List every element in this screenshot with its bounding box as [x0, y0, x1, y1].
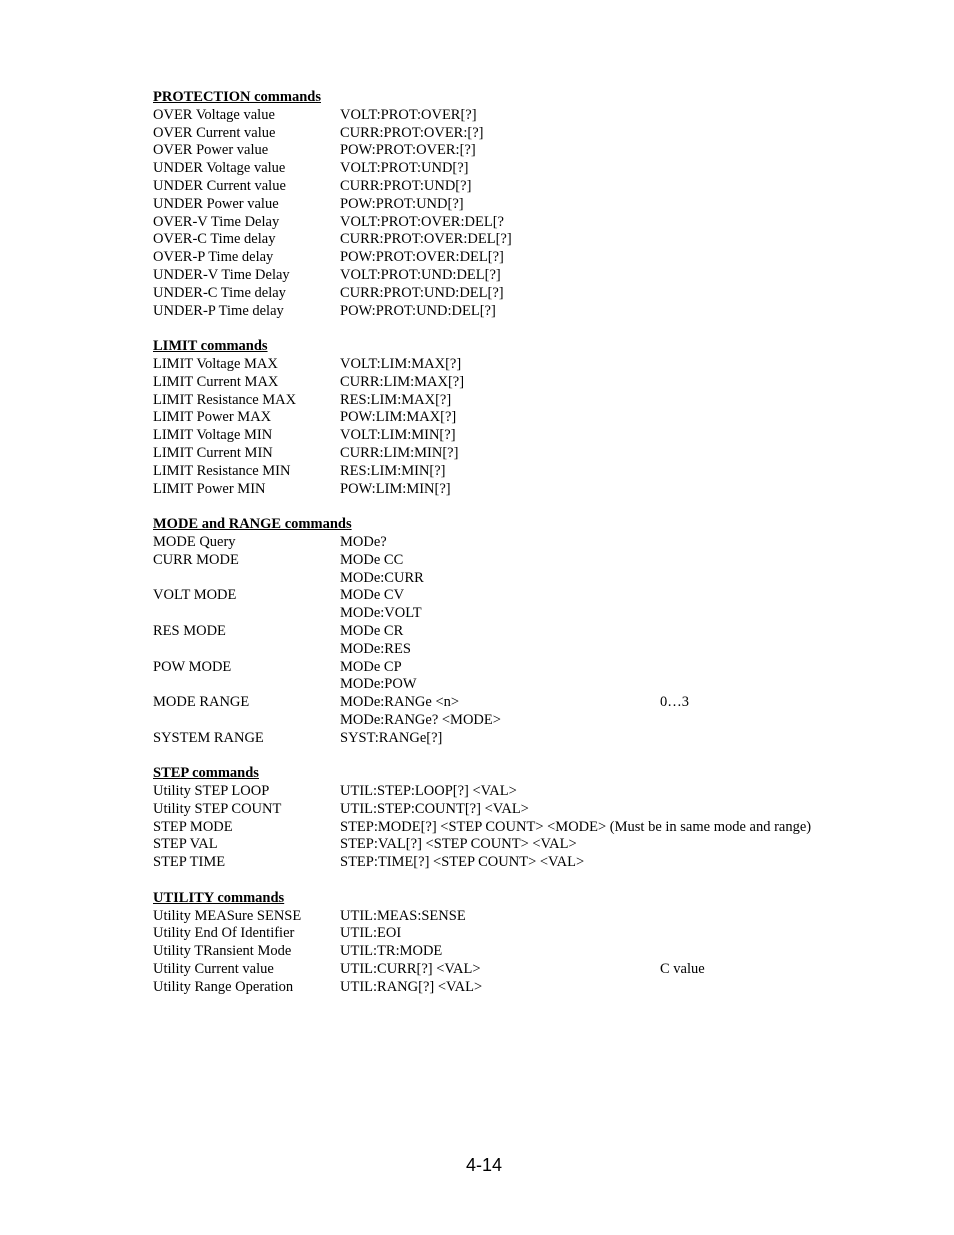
- command-description: RES MODE: [153, 622, 226, 639]
- command-row: [153, 854, 933, 872]
- command-description: UNDER Power value: [153, 195, 279, 212]
- command-syntax: POW:PROT:UND:DEL[?]: [340, 302, 496, 319]
- command-row: [153, 570, 933, 588]
- command-description: LIMIT Current MIN: [153, 444, 273, 461]
- command-syntax: VOLT:LIM:MIN[?]: [340, 427, 456, 444]
- command-syntax: UTIL:STEP:LOOP[?] <VAL>: [340, 783, 517, 800]
- section-protection: [153, 89, 933, 320]
- command-row: [153, 783, 933, 801]
- command-description: POW MODE: [153, 658, 232, 675]
- command-description: UNDER Voltage value: [153, 160, 286, 177]
- command-syntax: VOLT:PROT:UND[?]: [340, 160, 469, 177]
- command-description: Utility Range Operation: [153, 978, 294, 995]
- command-description: OVER-C Time delay: [153, 231, 276, 248]
- command-description: SYSTEM RANGE: [153, 729, 264, 746]
- section-title: MODE and RANGE commands: [153, 516, 352, 533]
- command-description: STEP VAL: [153, 836, 218, 853]
- command-row: [153, 694, 933, 712]
- command-row: [153, 979, 933, 997]
- section-title: UTILITY commands: [153, 889, 285, 906]
- command-row: [153, 908, 933, 926]
- command-syntax: POW:PROT:OVER:DEL[?]: [340, 249, 504, 266]
- command-row: [153, 463, 933, 481]
- command-row: [153, 125, 933, 143]
- command-row: [153, 356, 933, 374]
- command-syntax: CURR:PROT:OVER:[?]: [340, 124, 484, 141]
- command-syntax: STEP:TIME[?] <STEP COUNT> <VAL>: [340, 854, 585, 871]
- command-description: Utility Current value: [153, 961, 274, 978]
- command-description: STEP TIME: [153, 854, 226, 871]
- command-syntax: MODe:RES: [340, 640, 411, 657]
- command-description: MODE RANGE: [153, 694, 250, 711]
- command-row: [153, 285, 933, 303]
- command-description: LIMIT Resistance MAX: [153, 391, 297, 408]
- command-row: [153, 730, 933, 748]
- section-limit: [153, 338, 933, 498]
- command-description: OVER-V Time Delay: [153, 213, 280, 230]
- command-syntax: MODe CV: [340, 587, 405, 604]
- command-syntax: CURR:LIM:MIN[?]: [340, 444, 459, 461]
- command-row: [153, 961, 933, 979]
- command-syntax: POW:LIM:MIN[?]: [340, 480, 451, 497]
- command-syntax: SYST:RANGe[?]: [340, 729, 443, 746]
- command-description: Utility STEP LOOP: [153, 783, 270, 800]
- section-step: [153, 765, 933, 872]
- command-row: [153, 943, 933, 961]
- command-description: UNDER-P Time delay: [153, 302, 284, 319]
- command-row: [153, 712, 933, 730]
- command-syntax: POW:LIM:MAX[?]: [340, 409, 457, 426]
- command-row: [153, 659, 933, 677]
- command-row: [153, 303, 933, 321]
- command-syntax: MODe:RANGe <n>: [340, 694, 460, 711]
- command-syntax: POW:PROT:UND[?]: [340, 195, 464, 212]
- command-row: [153, 552, 933, 570]
- command-syntax: CURR:LIM:MAX[?]: [340, 373, 465, 390]
- command-syntax: VOLT:PROT:OVER:DEL[?: [340, 213, 504, 230]
- command-description: Utility End Of Identifier: [153, 925, 295, 942]
- command-row: [153, 445, 933, 463]
- command-row: [153, 641, 933, 659]
- command-description: LIMIT Voltage MAX: [153, 355, 278, 372]
- command-description: LIMIT Resistance MIN: [153, 462, 291, 479]
- command-row: [153, 214, 933, 232]
- command-description: OVER Current value: [153, 124, 276, 141]
- command-description: UNDER-V Time Delay: [153, 266, 290, 283]
- command-syntax: RES:LIM:MAX[?]: [340, 391, 452, 408]
- command-row: [153, 107, 933, 125]
- command-syntax: UTIL:EOI: [340, 925, 402, 942]
- command-description: OVER-P Time delay: [153, 249, 274, 266]
- command-syntax: UTIL:CURR[?] <VAL>: [340, 961, 481, 978]
- command-syntax: MODe:RANGe? <MODE>: [340, 711, 501, 728]
- command-reference-list: [153, 89, 933, 997]
- command-syntax: MODe?: [340, 533, 387, 550]
- section-utility: [153, 890, 933, 997]
- command-description: MODE Query: [153, 533, 236, 550]
- command-row: [153, 801, 933, 819]
- command-row: [153, 178, 933, 196]
- command-syntax: UTIL:TR:MODE: [340, 943, 443, 960]
- command-row: [153, 196, 933, 214]
- command-row: [153, 925, 933, 943]
- command-syntax: VOLT:PROT:OVER[?]: [340, 106, 477, 123]
- command-description: VOLT MODE: [153, 587, 237, 604]
- command-row: [153, 587, 933, 605]
- command-row: [153, 249, 933, 267]
- command-syntax: POW:PROT:OVER:[?]: [340, 142, 476, 159]
- command-row: [153, 427, 933, 445]
- command-syntax: VOLT:LIM:MAX[?]: [340, 355, 462, 372]
- command-row: [153, 605, 933, 623]
- section-title: PROTECTION commands: [153, 89, 321, 105]
- command-description: UNDER Current value: [153, 177, 286, 194]
- command-description: Utility MEASure SENSE: [153, 907, 302, 924]
- command-row: [153, 142, 933, 160]
- command-syntax: MODe CP: [340, 658, 402, 675]
- command-row: [153, 392, 933, 410]
- command-syntax: STEP:VAL[?] <STEP COUNT> <VAL>: [340, 836, 577, 853]
- command-description: LIMIT Power MIN: [153, 480, 266, 497]
- command-note: C value: [660, 961, 705, 978]
- command-description: LIMIT Voltage MIN: [153, 427, 273, 444]
- command-description: CURR MODE: [153, 551, 239, 568]
- command-syntax: RES:LIM:MIN[?]: [340, 462, 446, 479]
- command-row: [153, 231, 933, 249]
- section-title: STEP commands: [153, 765, 259, 782]
- command-syntax: CURR:PROT:UND[?]: [340, 177, 472, 194]
- command-syntax: MODe:CURR: [340, 569, 424, 586]
- command-syntax: MODe:POW: [340, 676, 417, 693]
- command-description: LIMIT Power MAX: [153, 409, 272, 426]
- command-row: [153, 534, 933, 552]
- command-description: Utility TRansient Mode: [153, 943, 292, 960]
- command-row: [153, 836, 933, 854]
- command-syntax: UTIL:STEP:COUNT[?] <VAL>: [340, 800, 529, 817]
- command-syntax: STEP:MODE[?] <STEP COUNT> <MODE> (Must be in same mode and range): [340, 818, 812, 835]
- section-mode-range: [153, 516, 933, 747]
- command-description: Utility STEP COUNT: [153, 800, 282, 817]
- command-row: [153, 819, 933, 837]
- command-syntax: MODe:VOLT: [340, 605, 422, 622]
- command-syntax: VOLT:PROT:UND:DEL[?]: [340, 266, 501, 283]
- command-row: [153, 267, 933, 285]
- command-syntax: CURR:PROT:OVER:DEL[?]: [340, 231, 512, 248]
- command-row: [153, 409, 933, 427]
- command-description: LIMIT Current MAX: [153, 373, 279, 390]
- command-note: 0…3: [660, 694, 689, 711]
- command-syntax: MODe CR: [340, 622, 404, 639]
- command-row: [153, 481, 933, 499]
- command-row: [153, 160, 933, 178]
- command-row: [153, 623, 933, 641]
- section-title: LIMIT commands: [153, 338, 268, 355]
- command-description: STEP MODE: [153, 818, 233, 835]
- command-syntax: CURR:PROT:UND:DEL[?]: [340, 284, 504, 301]
- command-syntax: UTIL:MEAS:SENSE: [340, 907, 466, 924]
- command-syntax: MODe CC: [340, 551, 404, 568]
- command-description: OVER Voltage value: [153, 106, 275, 123]
- command-syntax: UTIL:RANG[?] <VAL>: [340, 978, 483, 995]
- page-number: 4-14: [465, 1155, 503, 1175]
- command-description: UNDER-C Time delay: [153, 284, 286, 301]
- command-description: OVER Power value: [153, 142, 269, 159]
- command-row: [153, 374, 933, 392]
- command-row: [153, 676, 933, 694]
